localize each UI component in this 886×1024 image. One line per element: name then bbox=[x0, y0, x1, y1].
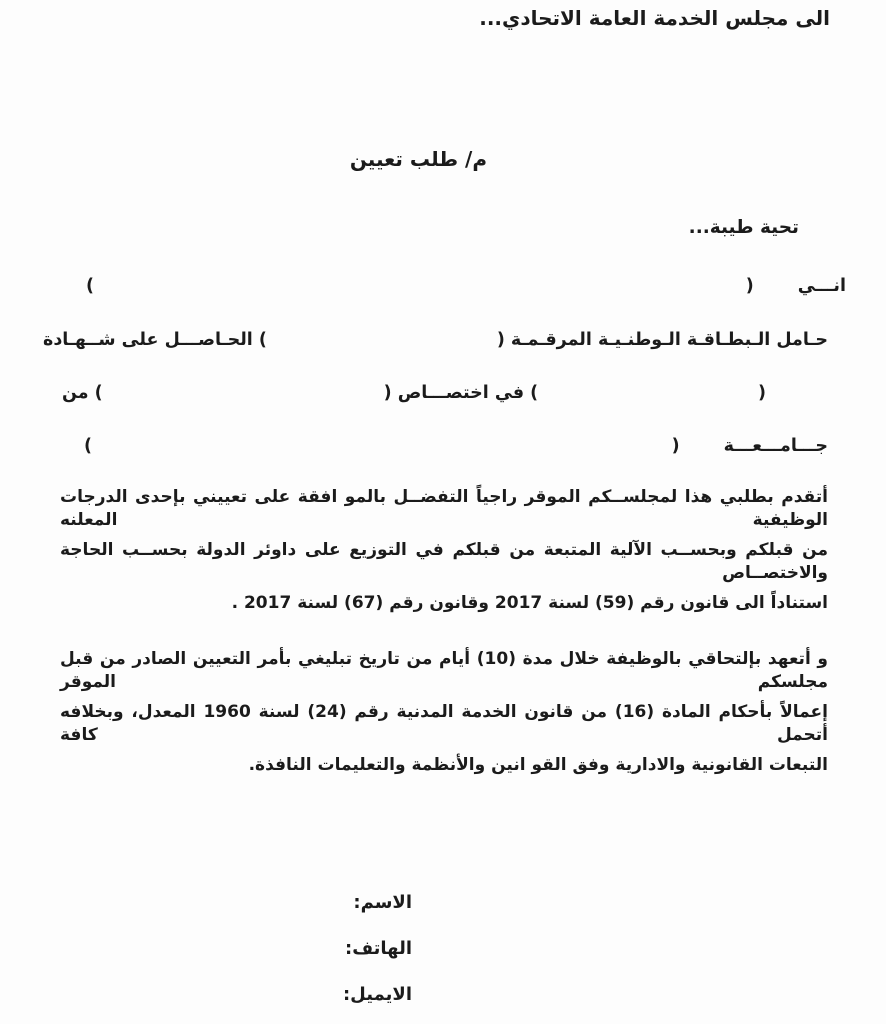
open-paren: ( bbox=[758, 383, 766, 403]
request-paragraph-line-3: استناداً الى قانون رقم (59) لسنة 2017 وقانون رقم (67) لسنة 2017 . bbox=[231, 593, 828, 613]
card-number-fill-line bbox=[43, 330, 828, 350]
university-fill-line bbox=[84, 436, 828, 456]
specialization-fill-line bbox=[62, 383, 766, 403]
pledge-paragraph-line-1: و أتعهد بإلتحاقي بالوظيفة خلال مدة (10) أيام من تاريخ تبليغي بأمر التعيين الصادر من قبل مجلسكم الموقر bbox=[60, 649, 828, 692]
request-paragraph-line-2: من قبلكم وبحســب الآلية المتبعة من قبلكم في التوزيع على داوئر الدولة بحســب الحاجة والاختصــاص bbox=[60, 540, 828, 583]
university-label: جـــامـــعـــة bbox=[723, 436, 828, 456]
name-fill-line bbox=[86, 276, 846, 296]
pledge-paragraph-line-3: التبعات القانونية والادارية وفق القو انين والأنظمة والتعليمات النافذة. bbox=[248, 755, 828, 775]
specialization-label: ) في اختصـــاص ( bbox=[383, 383, 539, 403]
card-holder-label: حـامل الـبطـاقـة الـوطنـيـة المرقـمـة ( bbox=[496, 330, 828, 350]
from-label: ) من bbox=[62, 383, 103, 403]
open-paren: ( bbox=[671, 436, 680, 456]
degree-holder-label: ) الحـاصـــل على شــهـادة bbox=[43, 330, 267, 350]
pledge-paragraph-line-2: إعمالاً بأحكام المادة (16) من قانون الخدمة المدنية رقم (24) لسنة 1960 المعدل، وبخلافه أتحمل كافة bbox=[60, 702, 829, 745]
recipient-line: الى مجلس الخدمة العامة الاتحادي... bbox=[479, 6, 830, 30]
close-paren: ) bbox=[84, 436, 92, 456]
phone-label: الهاتف: bbox=[345, 938, 412, 959]
close-paren: ) bbox=[86, 276, 94, 296]
contact-labels-block bbox=[343, 892, 412, 1024]
email-label: الايميل: bbox=[342, 984, 412, 1005]
subject-line: م/ طلب تعيين bbox=[349, 147, 487, 171]
request-paragraph-line-1: أتقدم بطلبي هذا لمجلســكم الموقر راجياً التفضــل بالمو افقة على تعييني بإحدى الدرجات الوظيفية المعلنه bbox=[60, 487, 828, 530]
i-am-label: انـــي bbox=[797, 276, 846, 296]
open-paren: ( bbox=[745, 276, 754, 296]
greeting-line: تحية طيبة... bbox=[688, 217, 799, 238]
name-label: الاسم: bbox=[353, 892, 412, 913]
